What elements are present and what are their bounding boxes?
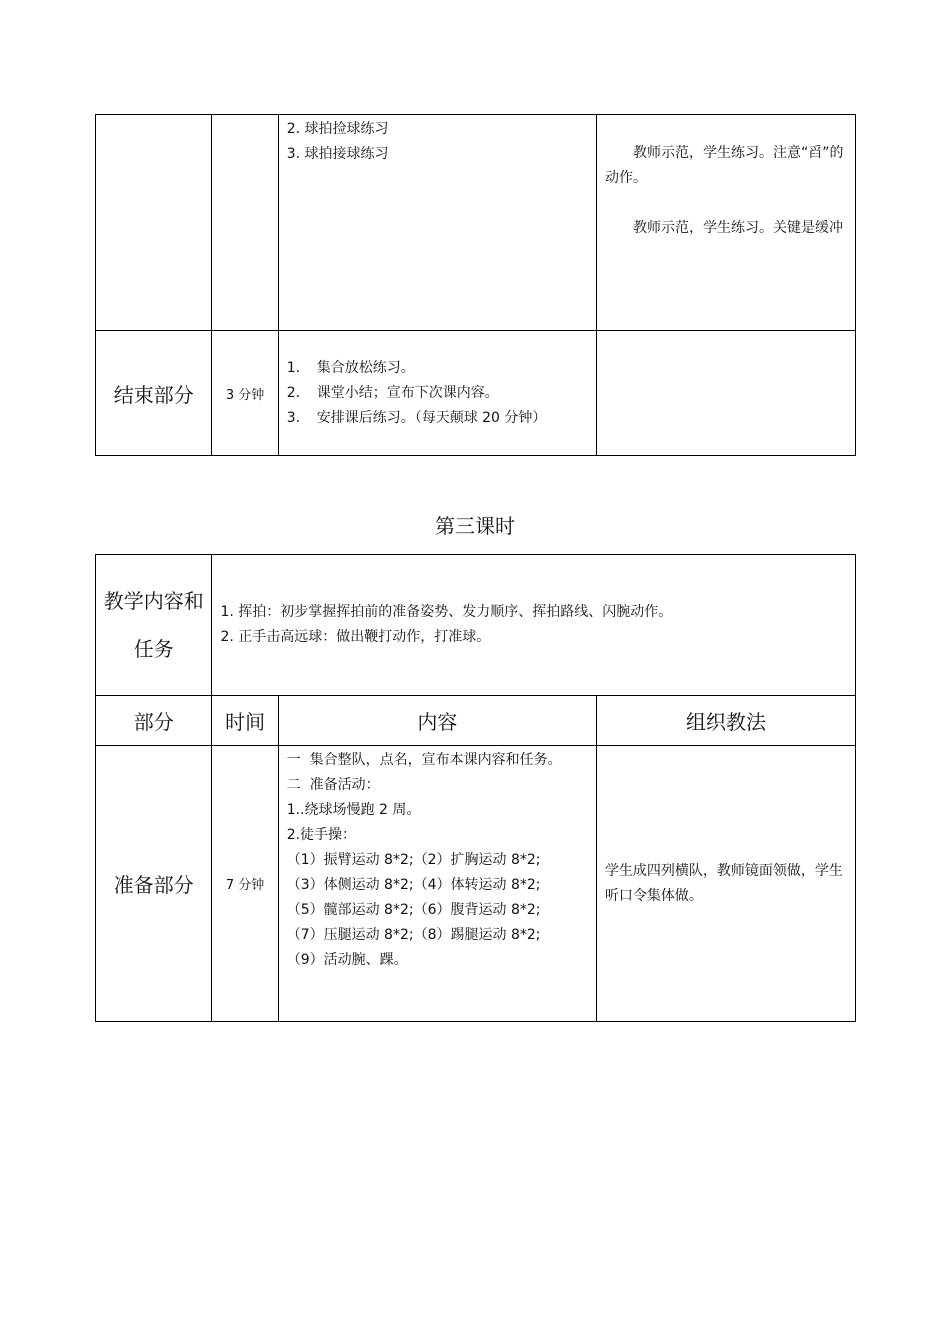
time-cell-empty: [212, 115, 278, 331]
content-line: （5）髋部运动 8*2;（6）腹背运动 8*2;: [286, 902, 541, 918]
method-cell: 学生成四列横队，教师镜面领做，学生听口令集体做。: [596, 746, 855, 1022]
header-method: 组织教法: [596, 696, 855, 746]
method-line: 教师示范，学生练习。关键是缓冲: [632, 220, 843, 236]
header-section: 部分: [96, 696, 212, 746]
drill-row: [96, 115, 856, 331]
time-cell: 7 分钟: [212, 746, 278, 1022]
lesson-table-third: [95, 554, 856, 1022]
content-cell: [278, 746, 596, 1022]
section-cell-empty: [96, 115, 212, 331]
list-item: 1. 集合放松练习。: [286, 359, 415, 376]
content-line: 二 准备活动：: [286, 777, 380, 793]
task-row: [96, 555, 856, 696]
section-title: 第三课时: [435, 514, 515, 538]
content-line: （3）体侧运动 8*2;（4）体转运动 8*2;: [286, 877, 541, 893]
content-line: （1）振臂运动 8*2;（2）扩胸运动 8*2;: [286, 852, 541, 868]
header-row: [96, 696, 856, 746]
task-line: 2. 正手击高远球：做出鞭打动作，打准球。: [220, 629, 491, 645]
content-line: （9）活动腕、踝。: [286, 952, 408, 968]
method-line: 教师示范，学生练习。注意“舀”的动作。: [604, 145, 844, 186]
task-label: 教学内容和任务: [96, 555, 212, 696]
content-line: 1..绕球场慢跑 2 周。: [286, 802, 421, 818]
lesson-table-continued: [95, 114, 856, 456]
method-cell: [596, 115, 855, 331]
list-item: 2. 课堂小结；宣布下次课内容。: [286, 384, 499, 401]
content-line: （7）压腿运动 8*2;（8）踢腿运动 8*2;: [286, 927, 541, 943]
content-line: 3. 球拍接球练习: [286, 146, 389, 162]
header-content: 内容: [278, 696, 596, 746]
time-cell: 3 分钟: [212, 331, 278, 456]
section-cell: 结束部分: [96, 331, 212, 456]
content-line: 一 集合整队，点名，宣布本课内容和任务。: [286, 752, 562, 768]
section-cell: 准备部分: [96, 746, 212, 1022]
content-line: 2.徒手操：: [286, 827, 357, 843]
prep-row: [96, 746, 856, 1022]
method-cell-empty: [596, 331, 855, 456]
header-time: 时间: [212, 696, 278, 746]
task-line: 1. 挥拍：初步掌握挥拍前的准备姿势、发力顺序、挥拍路线、闪腕动作。: [220, 604, 673, 620]
task-cell: [212, 555, 856, 696]
list-item: 3. 安排课后练习。（每天颠球 20 分钟）: [286, 409, 547, 426]
content-cell: [278, 331, 596, 456]
content-line: 2. 球拍捡球练习: [286, 121, 389, 137]
closing-row: [96, 331, 856, 456]
content-cell: [278, 115, 596, 331]
